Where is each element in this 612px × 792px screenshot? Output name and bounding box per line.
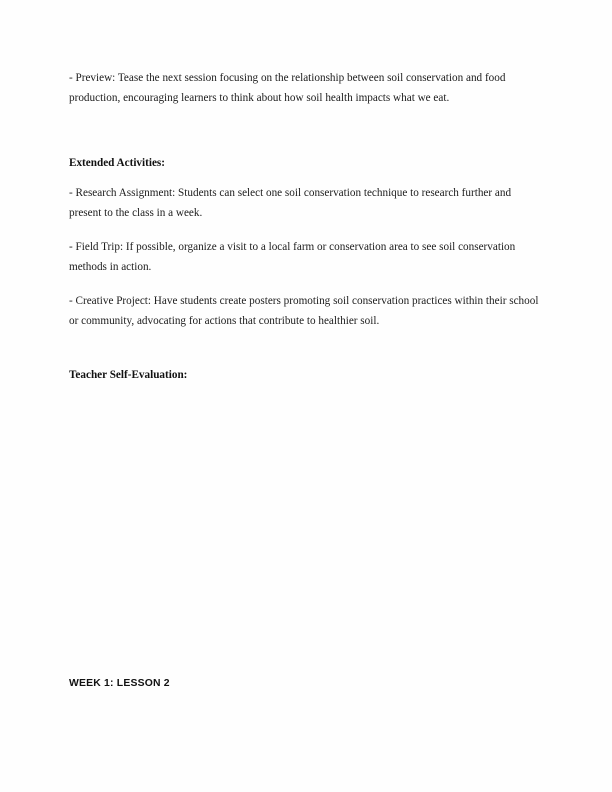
teacher-self-evaluation-heading: Teacher Self-Evaluation: [69, 369, 188, 381]
footer-week-lesson-label: WEEK 1: LESSON 2 [69, 678, 170, 689]
activity-field-trip: - Field Trip: If possible, organize a visit to a local farm or conservation area to see soil conservation methods in action. [69, 241, 516, 273]
document-content [69, 68, 546, 385]
spacer-before-extended-activities [69, 122, 546, 153]
activity-creative-project: - Creative Project: Have students create posters promoting soil conservation practices within their school or community, advocating for actions that contribute to healthier soil. [69, 295, 539, 327]
activity-research-assignment: - Research Assignment: Students can select one soil conservation technique to research further and present to the class in a week. [69, 187, 512, 219]
extended-activities-heading: Extended Activities: [69, 157, 166, 169]
spacer-after-extended-activities [69, 173, 546, 183]
preview-paragraph: - Preview: Tease the next session focusing on the relationship between soil conservation and food production, encouraging learners to think about how soil health impacts what we eat. [69, 72, 506, 104]
spacer-before-teacher-self-evaluation [69, 331, 546, 365]
